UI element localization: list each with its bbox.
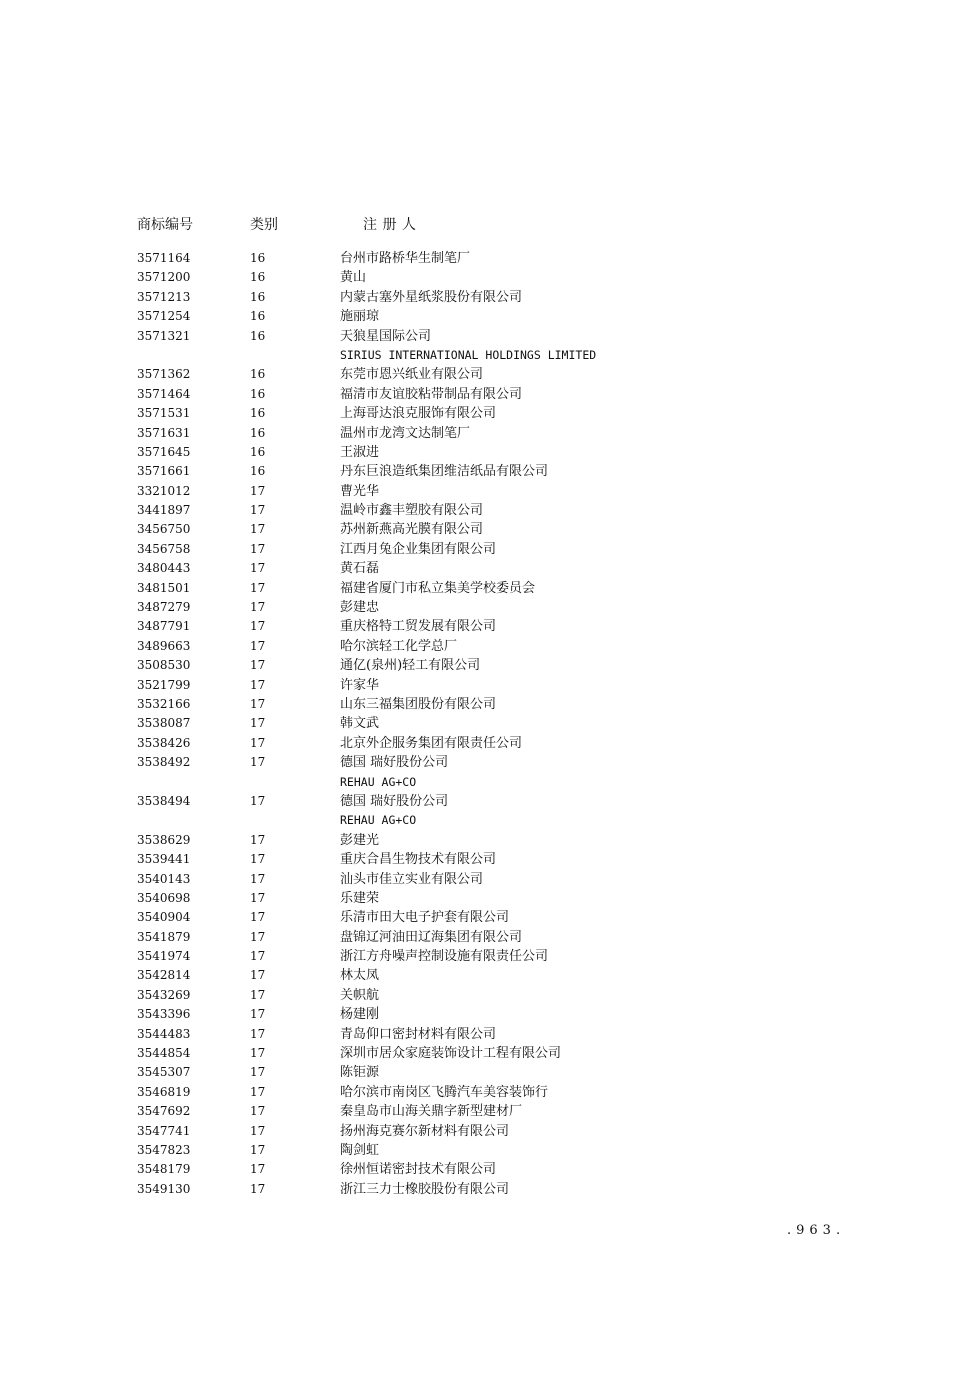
trademark-number: 3508530: [137, 658, 191, 673]
registrant-name: 乐清市田大电子护套有限公司: [340, 910, 510, 926]
trademark-number: 3538087: [137, 716, 191, 731]
list-item: [0, 501, 980, 520]
trademark-number: 3571200: [137, 270, 191, 285]
registrant-name: 哈尔滨轻工化学总厂: [340, 638, 458, 654]
list-item: [0, 443, 980, 462]
list-item: [0, 637, 980, 656]
trademark-number: 3540904: [137, 910, 191, 925]
list-item: [0, 385, 980, 404]
trademark-number: 3545307: [137, 1065, 191, 1080]
class-number: 16: [250, 251, 266, 265]
registrant-name: 温州市龙湾文达制笔厂: [340, 425, 471, 441]
trademark-number: 3456750: [137, 522, 191, 537]
list-item: [0, 579, 980, 598]
class-number: 17: [250, 541, 266, 556]
list-item: [0, 928, 980, 947]
class-number: 17: [250, 1084, 266, 1099]
trademark-number: 3521799: [137, 677, 191, 692]
registrant-name: 台州市路桥华生制笔厂: [340, 251, 471, 266]
registrant-name: 福建省厦门市私立集美学校委员会: [340, 580, 536, 596]
class-number: 17: [250, 483, 266, 498]
trademark-number: 3538492: [137, 755, 191, 770]
registrant-name: 陈钜源: [340, 1065, 380, 1081]
registrant-name: 黄山: [340, 270, 367, 286]
registrant-name: 重庆格特工贸发展有限公司: [340, 619, 497, 635]
registrant-name: REHAU AG+CO: [340, 813, 417, 828]
class-number: 17: [250, 1142, 266, 1157]
registrant-name: 曹光华: [340, 483, 380, 499]
registrant-name: 重庆合昌生物技术有限公司: [340, 852, 497, 868]
list-item: [0, 1005, 980, 1024]
table-header: [0, 214, 980, 236]
list-item: [0, 1044, 980, 1063]
class-number: 17: [250, 1104, 266, 1119]
class-number: 17: [250, 1181, 266, 1196]
trademark-number: 3543269: [137, 987, 191, 1002]
class-number: 17: [250, 890, 266, 905]
registrant-name: 德国 瑞好股份公司: [340, 793, 449, 809]
registrant-name: 黄石磊: [340, 561, 380, 577]
list-item-continuation: [0, 346, 980, 365]
trademark-number: 3441897: [137, 503, 191, 518]
class-number: 17: [250, 1007, 266, 1022]
list-item: [0, 792, 980, 811]
list-item: [0, 1160, 980, 1179]
registrant-name: 北京外企服务集团有限责任公司: [340, 735, 523, 751]
list-item-continuation: [0, 811, 980, 830]
registrant-name: 东莞市恩兴纸业有限公司: [340, 367, 484, 383]
class-number: 17: [250, 561, 266, 576]
list-item: [0, 365, 980, 384]
trademark-number: 3456758: [137, 541, 191, 556]
trademark-number: 3571213: [137, 289, 191, 304]
list-item: [0, 947, 980, 966]
class-number: 17: [250, 1026, 266, 1041]
class-number: 17: [250, 793, 266, 808]
trademark-number: 3571254: [137, 309, 191, 324]
list-item: [0, 327, 980, 346]
registrant-name: REHAU AG+CO: [340, 774, 417, 789]
class-number: 17: [250, 522, 266, 537]
trademark-number: 3321012: [137, 483, 191, 498]
registrant-name: 青岛仰口密封材料有限公司: [340, 1026, 497, 1042]
trademark-number: 3546819: [137, 1084, 191, 1099]
registrant-name: 施丽琼: [340, 309, 380, 325]
list-item: [0, 870, 980, 889]
list-item: [0, 695, 980, 714]
registrant-name: 温岭市鑫丰塑胶有限公司: [340, 503, 484, 519]
trademark-number: 3540698: [137, 890, 191, 905]
trademark-number: 3571362: [137, 367, 191, 382]
registrant-name: 哈尔滨市南岗区飞腾汽车美容装饰行: [340, 1084, 549, 1100]
class-number: 16: [250, 367, 266, 382]
list-item: [0, 307, 980, 326]
class-number: 17: [250, 1046, 266, 1061]
class-number: 16: [250, 464, 266, 479]
registrant-name: 许家华: [340, 677, 380, 693]
list-item: [0, 753, 980, 772]
list-item: [0, 1122, 980, 1141]
class-number: 17: [250, 638, 266, 653]
list-item: [0, 831, 980, 850]
trademark-number: 3538494: [137, 793, 191, 808]
trademark-number: 3481501: [137, 580, 191, 595]
list-item: [0, 1083, 980, 1102]
trademark-number: 3547741: [137, 1123, 191, 1138]
list-item: [0, 734, 980, 753]
class-number: 17: [250, 929, 266, 944]
trademark-number: 3543396: [137, 1007, 191, 1022]
class-number: 17: [250, 658, 266, 673]
class-number: 16: [250, 425, 266, 440]
registrant-name: 通亿(泉州)轻工有限公司: [340, 658, 481, 674]
class-number: 17: [250, 1065, 266, 1080]
trademark-number: 3571645: [137, 444, 191, 459]
list-item: [0, 540, 980, 559]
registrant-name: 徐州恒诺密封技术有限公司: [340, 1162, 497, 1178]
list-item: [0, 424, 980, 443]
trademark-number: 3540143: [137, 871, 191, 886]
class-number: 17: [250, 949, 266, 964]
registrant-name: 彭建忠: [340, 600, 380, 616]
trademark-number: 3541879: [137, 929, 191, 944]
class-number: 16: [250, 309, 266, 324]
class-number: 17: [250, 910, 266, 925]
list-item: [0, 520, 980, 539]
trademark-number: 3487279: [137, 600, 191, 615]
registrant-name: 关帜航: [340, 987, 380, 1003]
registrant-name: 苏州新燕高光膜有限公司: [340, 522, 484, 538]
registrant-name: 盘锦辽河油田辽海集团有限公司: [340, 929, 523, 945]
class-number: 16: [250, 328, 266, 343]
registrant-name: 浙江方舟噪声控制设施有限责任公司: [340, 949, 549, 965]
class-number: 17: [250, 619, 266, 634]
class-number: 17: [250, 852, 266, 867]
class-number: 17: [250, 580, 266, 595]
header-registrant: 注 册 人: [363, 217, 417, 233]
registrant-name: 王淑进: [340, 444, 380, 460]
class-number: 16: [250, 289, 266, 304]
header-trademark-number: 商标编号: [137, 217, 193, 233]
list-item-continuation: [0, 773, 980, 792]
class-number: 17: [250, 1123, 266, 1138]
registrant-name: 林太凤: [340, 968, 380, 984]
trademark-number: 3489663: [137, 638, 191, 653]
list-item: [0, 288, 980, 307]
trademark-number: 3480443: [137, 561, 191, 576]
class-number: 17: [250, 716, 266, 731]
list-item: [0, 714, 980, 733]
page-number: .963.: [787, 1223, 846, 1238]
list-item: [0, 1025, 980, 1044]
trademark-number: 3538629: [137, 832, 191, 847]
trademark-number: 3532166: [137, 696, 191, 711]
registrant-name: 内蒙古塞外星纸浆股份有限公司: [340, 289, 523, 305]
trademark-number: 3571464: [137, 386, 191, 401]
list-item: [0, 404, 980, 423]
registrant-name: 乐建荣: [340, 890, 380, 906]
trademark-number: 3549130: [137, 1181, 191, 1196]
trademark-number: 3547692: [137, 1104, 191, 1119]
class-number: 16: [250, 386, 266, 401]
registrant-name: 韩文武: [340, 716, 380, 732]
list-item: [0, 617, 980, 636]
list-item: [0, 482, 980, 501]
trademark-number: 3544483: [137, 1026, 191, 1041]
list-item: [0, 656, 980, 675]
registrant-name: 丹东巨浪造纸集团维洁纸品有限公司: [340, 464, 549, 480]
class-number: 16: [250, 270, 266, 285]
class-number: 17: [250, 503, 266, 518]
trademark-number: 3548179: [137, 1162, 191, 1177]
registrant-name: 天狼星国际公司: [340, 328, 432, 344]
registrant-name: 彭建光: [340, 832, 380, 848]
registrant-name: 江西月兔企业集团有限公司: [340, 541, 497, 557]
list-item: [0, 889, 980, 908]
class-number: 17: [250, 600, 266, 615]
trademark-list: [0, 249, 980, 1199]
trademark-number: 3538426: [137, 735, 191, 750]
header-class: 类别: [250, 217, 278, 233]
list-item: [0, 249, 980, 268]
list-item: [0, 1102, 980, 1121]
trademark-number: 3541974: [137, 949, 191, 964]
registrant-name: 扬州海克赛尔新材料有限公司: [340, 1123, 510, 1139]
registrant-name: SIRIUS INTERNATIONAL HOLDINGS LIMITED: [340, 347, 597, 362]
class-number: 17: [250, 1162, 266, 1177]
registrant-name: 汕头市佳立实业有限公司: [340, 871, 484, 887]
trademark-number: 3571631: [137, 425, 191, 440]
registrant-name: 山东三福集团股份有限公司: [340, 696, 497, 712]
list-item: [0, 676, 980, 695]
list-item: [0, 462, 980, 481]
list-item: [0, 559, 980, 578]
registrant-name: 德国 瑞好股份公司: [340, 755, 449, 771]
list-item: [0, 268, 980, 287]
trademark-number: 3571531: [137, 406, 191, 421]
registrant-name: 秦皇岛市山海关鼎字新型建材厂: [340, 1104, 523, 1120]
list-item: [0, 908, 980, 927]
trademark-number: 3547823: [137, 1142, 191, 1157]
registrant-name: 福清市友谊胶粘带制品有限公司: [340, 386, 523, 402]
class-number: 17: [250, 677, 266, 692]
list-item: [0, 966, 980, 985]
registrant-name: 深圳市居众家庭装饰设计工程有限公司: [340, 1046, 562, 1062]
registrant-name: 上海哥达浪克服饰有限公司: [340, 406, 497, 422]
class-number: 17: [250, 968, 266, 983]
trademark-number: 3542814: [137, 968, 191, 983]
list-item: [0, 598, 980, 617]
class-number: 17: [250, 755, 266, 770]
trademark-number: 3571661: [137, 464, 191, 479]
registrant-name: 陶剑虹: [340, 1142, 380, 1158]
list-item: [0, 1141, 980, 1160]
list-item: [0, 986, 980, 1005]
list-item: [0, 850, 980, 869]
class-number: 17: [250, 871, 266, 886]
trademark-number: 3571321: [137, 328, 191, 343]
class-number: 16: [250, 444, 266, 459]
class-number: 17: [250, 735, 266, 750]
list-item: [0, 1063, 980, 1082]
class-number: 17: [250, 696, 266, 711]
registrant-name: 浙江三力士橡胶股份有限公司: [340, 1181, 510, 1197]
trademark-number: 3539441: [137, 852, 191, 867]
class-number: 17: [250, 832, 266, 847]
trademark-number: 3544854: [137, 1046, 191, 1061]
trademark-number: 3571164: [137, 251, 191, 265]
trademark-number: 3487791: [137, 619, 191, 634]
registrant-name: 杨建刚: [340, 1007, 380, 1023]
class-number: 16: [250, 406, 266, 421]
class-number: 17: [250, 987, 266, 1002]
list-item: [0, 1180, 980, 1199]
